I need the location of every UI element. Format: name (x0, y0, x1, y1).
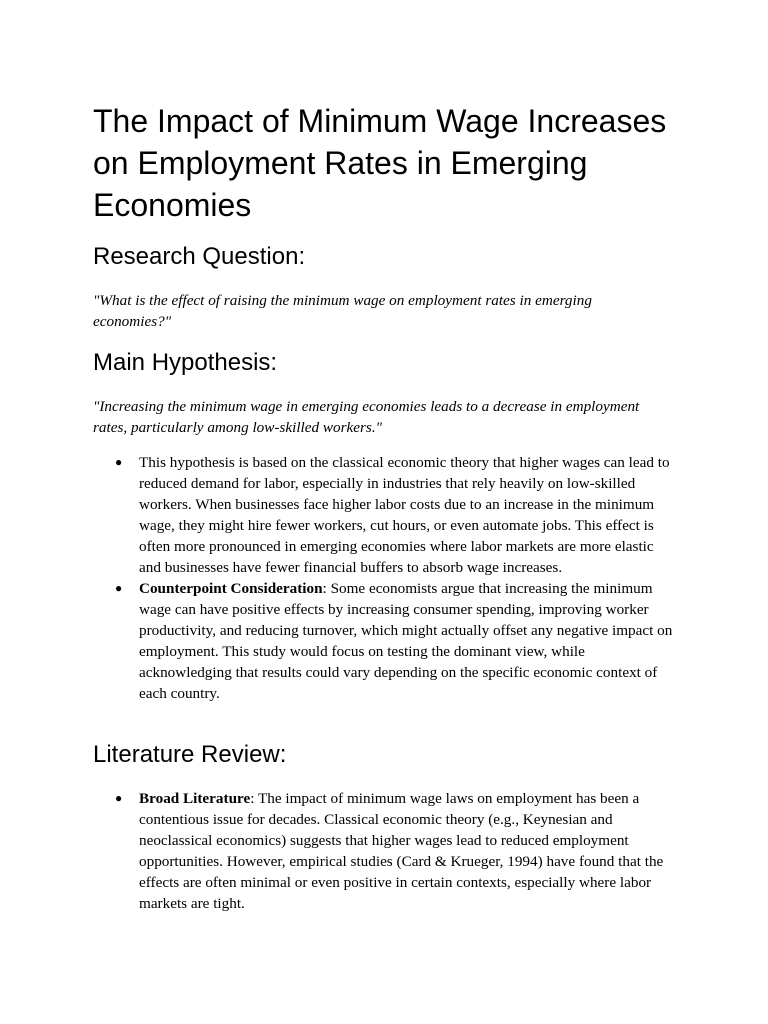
main-hypothesis-text: "Increasing the minimum wage in emerging economies leads to a decrease in employment rates, particularly among low-skilled workers." (93, 398, 640, 436)
literature-bullet-list (115, 788, 679, 914)
main-hypothesis-heading: Main Hypothesis: (93, 349, 278, 376)
bullet-icon: ● (115, 791, 123, 805)
bullet-text: This hypothesis is based on the classical economic theory that higher wages can lead to reduced demand for labor, especially in industries that rely heavily on low-skilled workers. When businesses face higher labor costs due to an increase in the minimum wage, they might hire fewer workers, cut hours, or even automate jobs. This effect is often more pronounced in emerging economies where labor markets are more elastic and businesses have fewer financial buffers to absorb wage increases. (139, 454, 670, 576)
hypothesis-bullet-list (115, 452, 679, 704)
bullet-icon: ● (115, 455, 123, 469)
document-title: The Impact of Minimum Wage Increases on Employment Rates in Emerging Economies (93, 103, 667, 223)
literature-review-heading: Literature Review: (93, 741, 287, 768)
list-item (115, 578, 679, 704)
bullet-text: : Some economists argue that increasing the minimum wage can have positive effects by increasing consumer spending, improving worker productivity, and reducing turnover, which might actually offset any negative impact on employment. This study would focus on testing the dominant view, while acknowledging that results could vary depending on the specific economic context of each country. (139, 580, 673, 702)
list-item (115, 788, 679, 914)
bullet-lead: Broad Literature (139, 790, 251, 807)
bullet-text: : The impact of minimum wage laws on employment has been a contentious issue for decades. Classical economic theory (e.g., Keynesian and neoclassical economics) suggests that higher wages lead to reduced employment opportunities. However, empirical studies (Card & Krueger, 1994) have found that the effects are often minimal or even positive in certain contexts, especially where labor markets are tight. (139, 790, 664, 912)
list-item (115, 452, 679, 578)
research-question-text: "What is the effect of raising the minimum wage on employment rates in emerging economies?" (93, 292, 592, 330)
bullet-lead: Counterpoint Consideration (139, 580, 323, 597)
bullet-icon: ● (115, 581, 123, 595)
research-question-heading: Research Question: (93, 243, 306, 270)
